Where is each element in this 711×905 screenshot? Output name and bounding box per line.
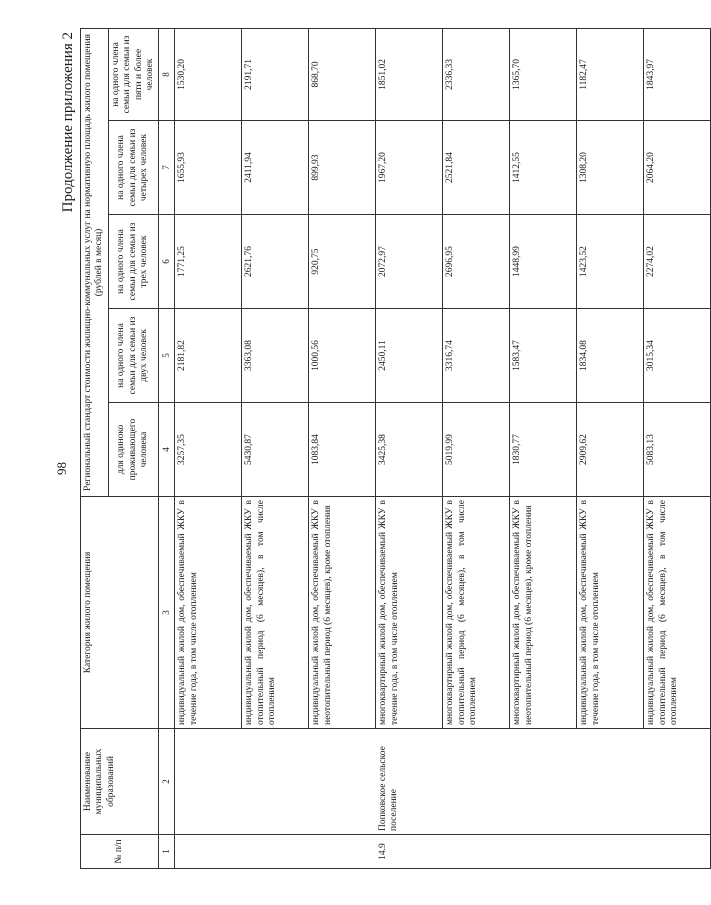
row-value: 2064,20 xyxy=(644,121,711,215)
row-category: индивидуальный жилой дом, обеспечиваемый ЖКУ в отопительный период (6 месяцев), в том числе отоплением xyxy=(242,497,309,729)
row-municipality xyxy=(242,729,309,835)
row-value: 3257,35 xyxy=(175,403,242,497)
row-number xyxy=(309,835,376,869)
row-number xyxy=(644,835,711,869)
col-number: 2 xyxy=(159,729,175,835)
row-value: 3015,34 xyxy=(644,309,711,403)
table-row xyxy=(175,28,242,868)
row-value: 2621,76 xyxy=(242,215,309,309)
col-number: 6 xyxy=(159,215,175,309)
col-number: 1 xyxy=(159,835,175,869)
row-value: 868,70 xyxy=(309,28,376,120)
row-value: 1851,02 xyxy=(376,28,443,120)
row-number xyxy=(510,835,577,869)
row-value: 2696,95 xyxy=(443,215,510,309)
column-number-row xyxy=(159,28,175,868)
row-value: 5430,87 xyxy=(242,403,309,497)
row-value: 1423,52 xyxy=(577,215,644,309)
table-row xyxy=(376,28,443,868)
row-value: 1182,47 xyxy=(577,28,644,120)
table-row xyxy=(242,28,309,868)
header-sub-col-3: на одного члена семьи для семьи из трех человек xyxy=(108,215,159,309)
header-municipality: Наименование муниципальных образований xyxy=(81,729,159,835)
row-value: 1843,97 xyxy=(644,28,711,120)
col-number: 7 xyxy=(159,121,175,215)
row-value: 2411,94 xyxy=(242,121,309,215)
row-municipality xyxy=(309,729,376,835)
table-row xyxy=(577,28,644,868)
header-category: Категория жилого помещения xyxy=(81,497,159,729)
table-body xyxy=(175,28,711,868)
header-no: № п/п xyxy=(81,835,159,869)
row-value: 2181,82 xyxy=(175,309,242,403)
row-value: 1365,70 xyxy=(510,28,577,120)
col-number: 8 xyxy=(159,28,175,120)
header-sub-col-5: на одного члена семьи для семьи из пяти и более человек xyxy=(108,28,159,120)
row-number xyxy=(443,835,510,869)
row-value: 1583,47 xyxy=(510,309,577,403)
row-category: индивидуальный жилой дом, обеспечиваемый ЖКУ в течение года, в том числе отоплением xyxy=(577,497,644,729)
row-municipality: Попковское сельское поселение xyxy=(376,729,443,835)
row-category: индивидуальный жилой дом, обеспечиваемый ЖКУ в неотопительный период (6 месяцев), кроме отопления xyxy=(309,497,376,729)
table-row xyxy=(309,28,376,868)
row-number xyxy=(577,835,644,869)
row-value: 1000,56 xyxy=(309,309,376,403)
row-category: индивидуальный жилой дом, обеспечиваемый ЖКУ в отопительный период (6 месяцев), в том числе отоплением xyxy=(644,497,711,729)
row-category: многоквартирный жилой дом, обеспечиваемый ЖКУ в течение года, в том числе отоплением xyxy=(376,497,443,729)
row-category: многоквартирный жилой дом, обеспечиваемый ЖКУ в неотопительный период (6 месяцев), кроме отопления xyxy=(510,497,577,729)
standards-table xyxy=(80,28,711,869)
row-value: 2336,33 xyxy=(443,28,510,120)
table-row xyxy=(510,28,577,868)
header-sub-col-1: для одиноко проживающего человека xyxy=(108,403,159,497)
row-value: 1834,08 xyxy=(577,309,644,403)
page-number: 98 xyxy=(54,462,69,475)
col-number: 3 xyxy=(159,497,175,729)
header-sub-col-2: на одного члена семьи для семьи из двух человек xyxy=(108,309,159,403)
row-value: 2450,11 xyxy=(376,309,443,403)
row-value: 1448,99 xyxy=(510,215,577,309)
appendix-title: Продолжение приложения 2 xyxy=(60,32,76,213)
row-category: индивидуальный жилой дом, обеспечиваемый ЖКУ в течение года, в том числе отоплением xyxy=(175,497,242,729)
row-number xyxy=(175,835,242,869)
row-municipality xyxy=(175,729,242,835)
row-value: 3425,38 xyxy=(376,403,443,497)
row-value: 2521,84 xyxy=(443,121,510,215)
row-value: 3363,08 xyxy=(242,309,309,403)
row-value: 2274,02 xyxy=(644,215,711,309)
row-value: 1655,93 xyxy=(175,121,242,215)
row-value: 5019,99 xyxy=(443,403,510,497)
row-municipality xyxy=(644,729,711,835)
row-value: 1412,55 xyxy=(510,121,577,215)
row-value: 2191,71 xyxy=(242,28,309,120)
header-row-1 xyxy=(81,28,109,868)
row-value: 1308,20 xyxy=(577,121,644,215)
row-municipality xyxy=(577,729,644,835)
row-number: 14.9 xyxy=(376,835,443,869)
row-number xyxy=(242,835,309,869)
row-municipality xyxy=(443,729,510,835)
row-value: 1830,77 xyxy=(510,403,577,497)
row-value: 2072,97 xyxy=(376,215,443,309)
row-value: 1083,84 xyxy=(309,403,376,497)
row-value: 1771,25 xyxy=(175,215,242,309)
row-category: многоквартирный жилой дом, обеспечиваемый ЖКУ в отопительный период (6 месяцев), в том числе отоплением xyxy=(443,497,510,729)
row-value: 5083,13 xyxy=(644,403,711,497)
row-value: 2909,62 xyxy=(577,403,644,497)
row-value: 1530,20 xyxy=(175,28,242,120)
header-standard-group: Региональный стандарт стоимости жилищно-коммунальных услуг на нормативную площадь жилого помещения (рублей в месяц) xyxy=(81,28,109,496)
table-row xyxy=(644,28,711,868)
row-value: 3316,74 xyxy=(443,309,510,403)
header-sub-col-4: на одного члена семьи для семьи из четырех человек xyxy=(108,121,159,215)
col-number: 5 xyxy=(159,309,175,403)
row-value: 899,93 xyxy=(309,121,376,215)
col-number: 4 xyxy=(159,403,175,497)
row-value: 1967,20 xyxy=(376,121,443,215)
row-value: 920,75 xyxy=(309,215,376,309)
row-municipality xyxy=(510,729,577,835)
table-row xyxy=(443,28,510,868)
